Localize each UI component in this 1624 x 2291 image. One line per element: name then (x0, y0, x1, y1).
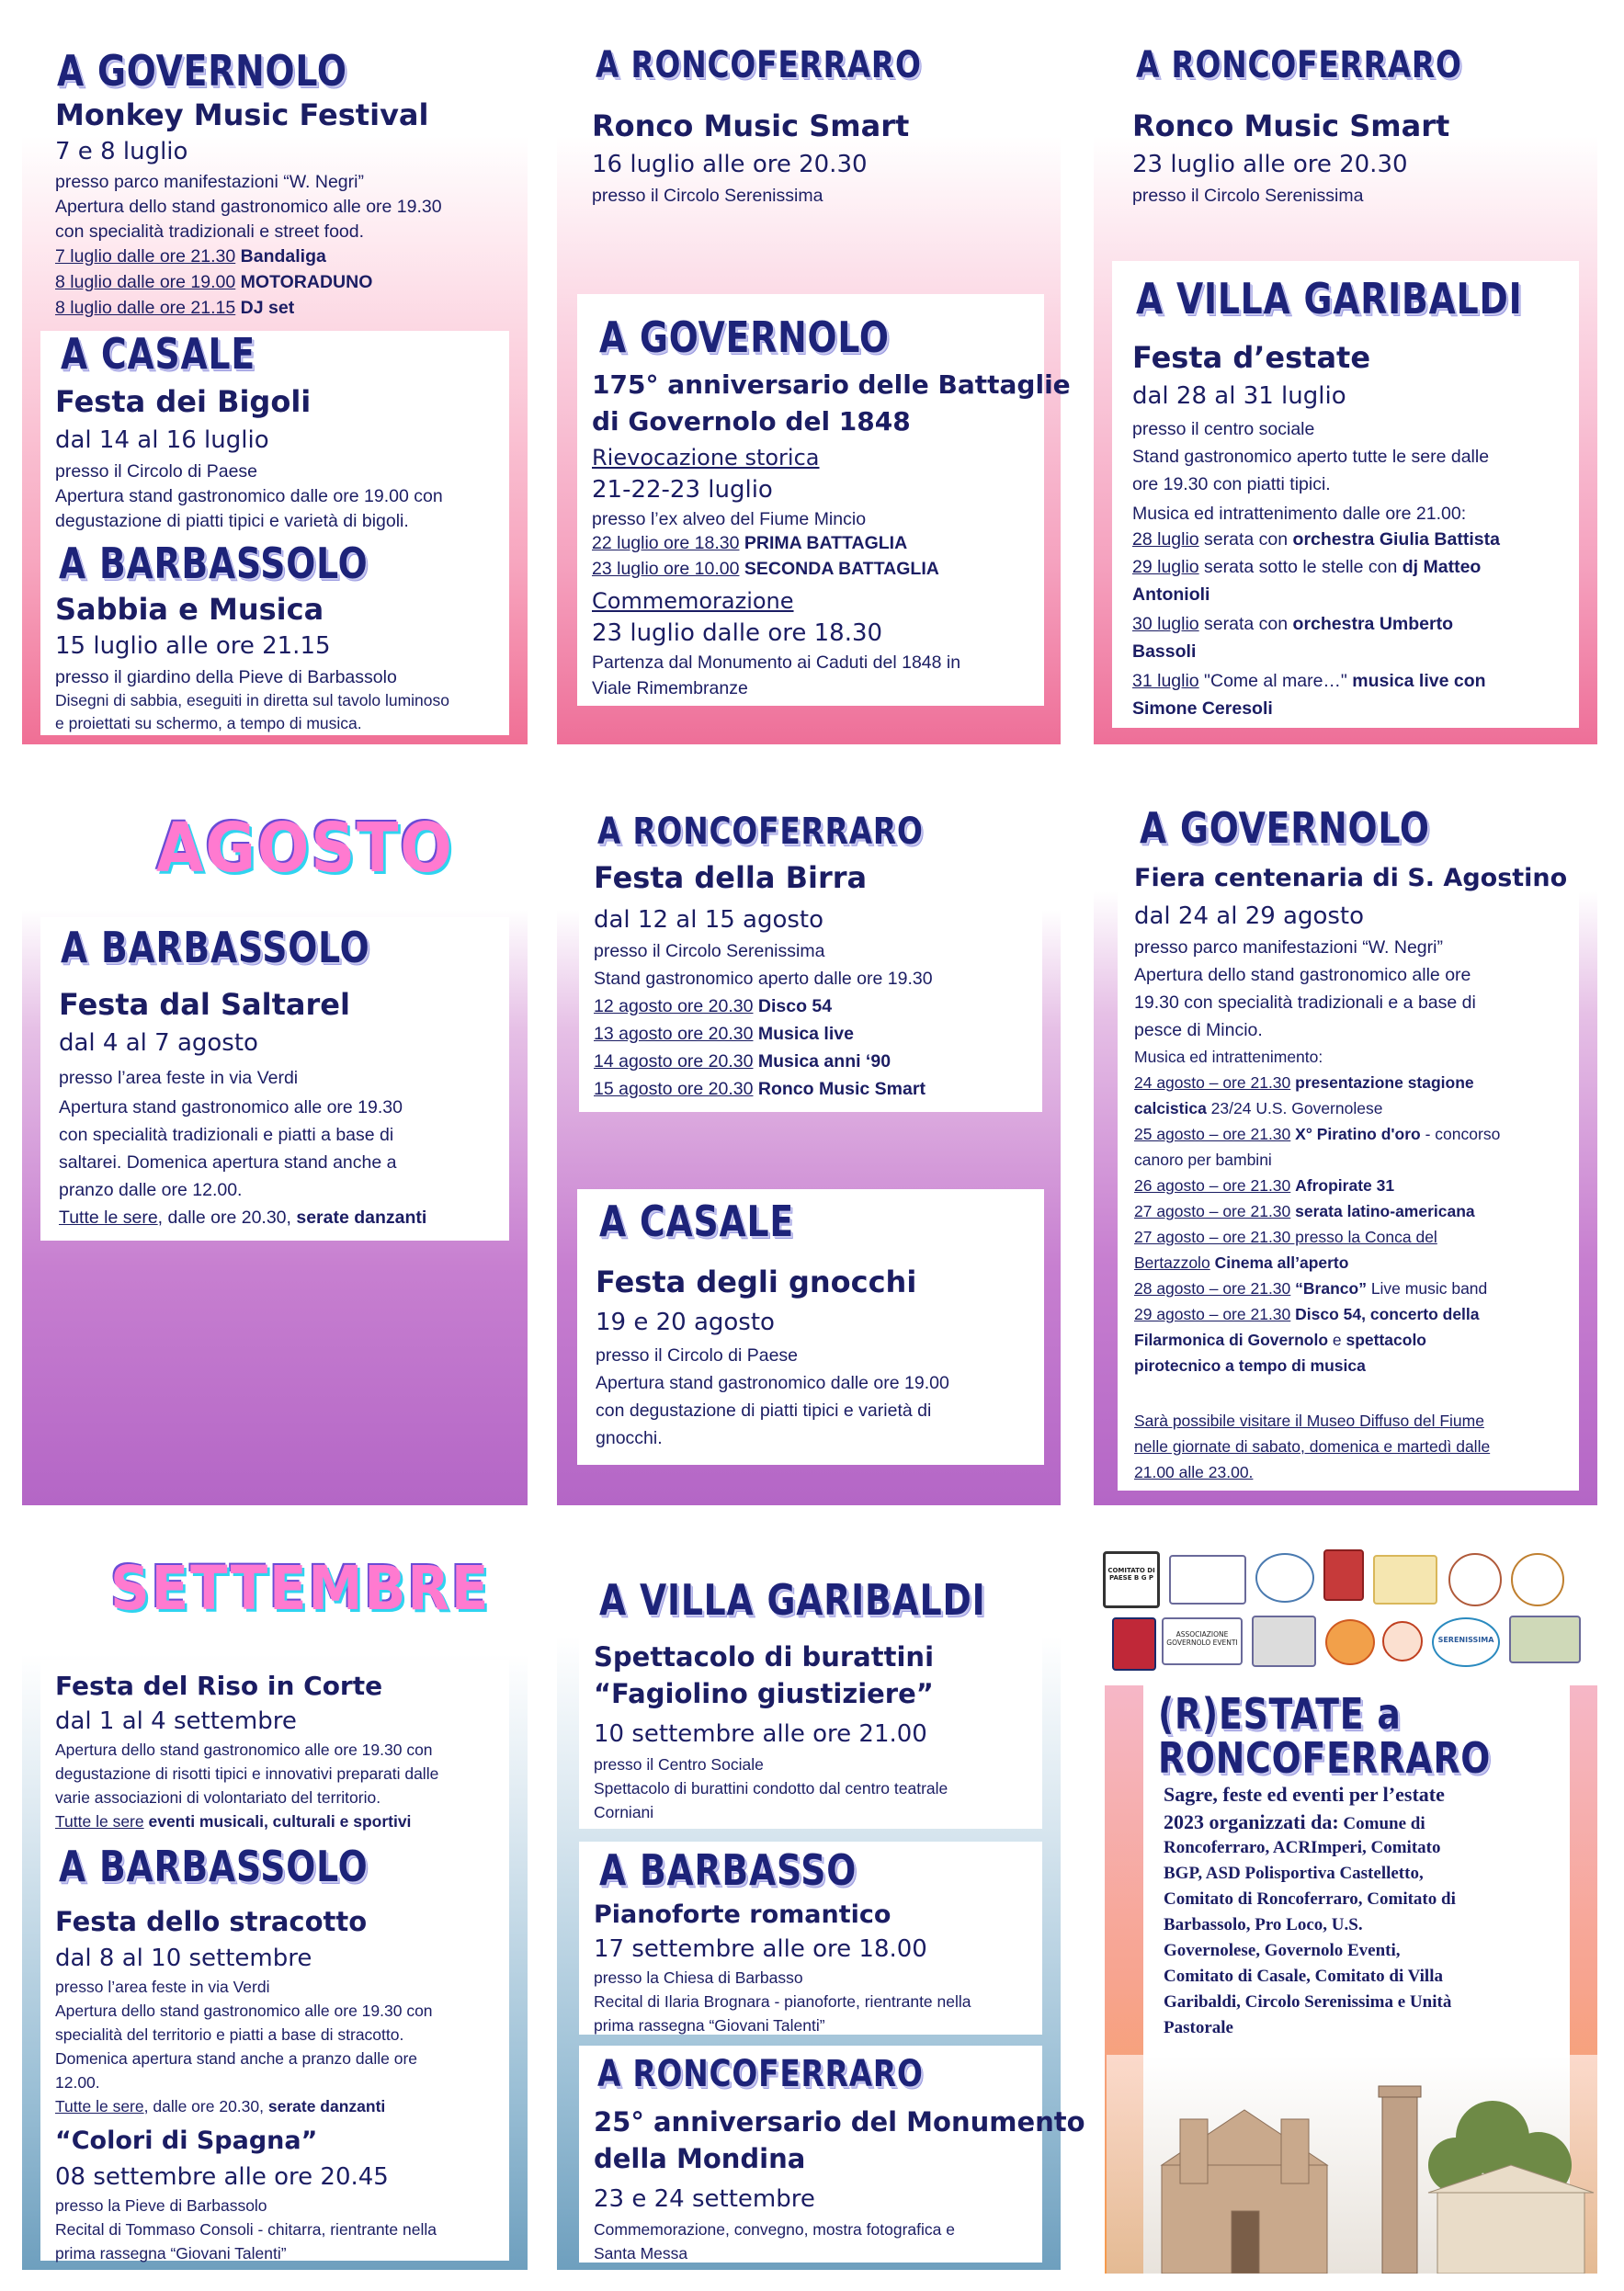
sponsor-logos (1099, 1533, 1596, 1671)
event-date: dal 12 al 15 agosto (594, 906, 824, 934)
event-line: Bassoli (1132, 641, 1197, 662)
event-text: Partenza dal Monumento ai Caduti del 1848 in (592, 652, 961, 673)
logo-text: SERENISSIMA (1437, 1636, 1494, 1644)
event-text: presso il Circolo Serenissima (594, 941, 825, 961)
event-title: Festa degli gnocchi (596, 1265, 917, 1299)
event-text: pranzo dalle ore 12.00. (59, 1180, 243, 1200)
event-text: Apertura stand gastronomico dalle ore 19.00 con (55, 486, 443, 506)
event-text: presso parco manifestazioni “W. Negri” (1134, 937, 1443, 958)
logo-olympic (1169, 1555, 1246, 1605)
event-line: calcistica 23/24 U.S. Governolese (1134, 1099, 1383, 1117)
event-line: pirotecnico a tempo di musica (1134, 1356, 1366, 1375)
event-line: 23 luglio ore 10.00 SECONDA BATTAGLIA (592, 559, 939, 579)
event-title: “Colori di Spagna” (55, 2127, 318, 2155)
event-title: Festa del Riso in Corte (55, 1671, 383, 1701)
event-text: con degustazione di piatti tipici e varietà di (596, 1401, 932, 1421)
heading-barbassolo: A BARBASSOLO (59, 1842, 369, 1891)
event-note: nelle giornate di sabato, domenica e martedì dalle (1134, 1437, 1491, 1456)
logo-circle-2 (1448, 1553, 1502, 1606)
event-date: 23 luglio alle ore 20.30 (1132, 151, 1408, 178)
event-text: Apertura dello stand gastronomico alle ore 19.30 con (55, 1741, 433, 1759)
event-date: 23 e 24 settembre (594, 2185, 815, 2213)
event-date: 17 settembre alle ore 18.00 (594, 1935, 927, 1963)
event-line: 13 agosto ore 20.30 Musica live (594, 1024, 854, 1044)
event-title: Spettacolo di burattini (594, 1641, 935, 1673)
intro-text: Comitato di Roncoferraro, Comitato di (1164, 1889, 1456, 1909)
logo-circle-1 (1255, 1553, 1314, 1603)
event-text: pesce di Mincio. (1134, 1020, 1263, 1040)
event-title: Ronco Music Smart (1132, 108, 1450, 143)
event-text: presso parco manifestazioni “W. Negri” (55, 172, 364, 192)
event-title: Festa della Birra (594, 860, 868, 895)
event-text: e proiettati su schermo, a tempo di musica. (55, 714, 362, 732)
logo-red-small (1382, 1621, 1423, 1662)
logo-comune-shield (1323, 1549, 1364, 1601)
logo-text: ASSOCIAZIONE GOVERNOLO EVENTI (1166, 1630, 1238, 1647)
event-text: specialità del territorio e piatti a base di stracotto. (55, 2025, 404, 2044)
event-line: Antonioli (1132, 584, 1210, 605)
event-line: 8 luglio dalle ore 21.15 DJ set (55, 298, 295, 318)
heading-roncoferraro-big: RONCOFERRARO (1158, 1733, 1492, 1783)
event-title: 25° anniversario del Monumento (594, 2106, 1085, 2138)
event-line: 25 agosto – ore 21.30 X° Piratino d'oro - concorso (1134, 1125, 1501, 1143)
intro-text: Governolese, Governolo Eventi, (1164, 1941, 1401, 1960)
event-line: 12 agosto ore 20.30 Disco 54 (594, 996, 833, 1016)
event-line: 31 luglio "Come al mare…" musica live con (1132, 671, 1486, 691)
event-text: Apertura stand gastronomico alle ore 19.30 (59, 1097, 403, 1117)
event-text: Stand gastronomico aperto tutte le sere dalle (1132, 447, 1490, 467)
event-text: Apertura stand gastronomico dalle ore 19.00 (596, 1373, 949, 1393)
event-text: Musica ed intrattenimento: (1134, 1048, 1323, 1066)
event-line: 22 luglio ore 18.30 PRIMA BATTAGLIA (592, 533, 908, 553)
heading-roncoferraro: A RONCOFERRARO (597, 811, 924, 853)
event-text: varie associazioni di volontariato del territorio. (55, 1788, 381, 1807)
church-icon (1162, 2110, 1327, 2274)
intro-text: Comitato di Casale, Comitato di Villa (1164, 1967, 1443, 1986)
logo-orange (1325, 1619, 1375, 1665)
church-illustration (1107, 2055, 1597, 2274)
event-text: prima rassegna “Giovani Talenti” (594, 2016, 825, 2035)
event-text: 12.00. (55, 2073, 100, 2092)
logo-circle-3 (1511, 1553, 1564, 1606)
intro-text: Garibaldi, Circolo Serenissima e Unità (1164, 1992, 1452, 2012)
heading-roncoferraro: A RONCOFERRARO (1136, 44, 1462, 86)
heading-restate: (R)ESTATE a (1158, 1689, 1402, 1739)
intro-text: Barbassolo, Pro Loco, U.S. (1164, 1915, 1363, 1934)
event-date: 08 settembre alle ore 20.45 (55, 2163, 389, 2191)
logo-photo (1509, 1616, 1581, 1663)
event-date: 19 e 20 agosto (596, 1309, 775, 1336)
event-line: 29 agosto – ore 21.30 Disco 54, concerto della (1134, 1305, 1480, 1323)
event-text: saltarei. Domenica apertura stand anche a (59, 1152, 397, 1173)
event-text: presso l’area feste in via Verdi (55, 1978, 270, 1996)
event-text: Domenica apertura stand anche a pranzo dalle ore (55, 2049, 417, 2068)
event-text: presso il Circolo Serenissima (1132, 186, 1364, 206)
event-text: presso il centro sociale (1132, 419, 1315, 439)
event-date: dal 24 al 29 agosto (1134, 902, 1365, 930)
event-note: 21.00 alle 23.00. (1134, 1463, 1254, 1481)
event-text: Disegni di sabbia, eseguiti in diretta sul tavolo luminoso (55, 691, 449, 709)
event-line: Tutte le sere, dalle ore 20.30, serate danzanti (59, 1208, 427, 1228)
event-text: presso il Circolo di Paese (55, 461, 258, 482)
event-line: Tutte le sere eventi musicali, culturali e sportivi (55, 1812, 412, 1831)
event-text: Musica ed intrattenimento dalle ore 21.00: (1132, 504, 1467, 524)
event-line: 29 luglio serata sotto le stelle con dj Matteo (1132, 557, 1482, 577)
event-title: Festa d’estate (1132, 340, 1371, 375)
event-line: 14 agosto ore 20.30 Musica anni ‘90 (594, 1051, 891, 1072)
event-text: degustazione di piatti tipici e varietà di bigoli. (55, 511, 409, 531)
event-line: 24 agosto – ore 21.30 presentazione stagione (1134, 1073, 1474, 1092)
event-line: 15 agosto ore 20.30 Ronco Music Smart (594, 1079, 926, 1099)
logo-serenissima (1432, 1617, 1500, 1667)
event-text: Santa Messa (594, 2244, 688, 2263)
event-text: Viale Rimembranze (592, 678, 748, 698)
heading-barbassolo: A BARBASSOLO (61, 923, 370, 972)
event-text: presso la Chiesa di Barbasso (594, 1968, 803, 1987)
month-title-settembre: SETTEMBRE (110, 1553, 491, 1624)
event-line: 7 luglio dalle ore 21.30 Bandaliga (55, 246, 326, 267)
event-text: Apertura dello stand gastronomico alle ore 19.30 (55, 197, 442, 217)
heading-governolo: A GOVERNOLO (599, 312, 890, 362)
event-line: Simone Ceresoli (1132, 698, 1273, 719)
month-title-agosto: AGOSTO (156, 809, 454, 888)
logo-governolo-eventi (1162, 1617, 1243, 1665)
event-title: Festa dello stracotto (55, 1906, 368, 1937)
event-text: Apertura dello stand gastronomico alle ore (1134, 965, 1471, 985)
event-text: presso la Pieve di Barbassolo (55, 2196, 267, 2215)
event-line: Bertazzolo Cinema all’aperto (1134, 1253, 1349, 1272)
event-date: 21-22-23 luglio (592, 476, 773, 504)
event-line: 28 luglio serata con orchestra Giulia Battista (1132, 529, 1500, 550)
heading-villa-garibaldi: A VILLA GARIBALDI (1136, 274, 1523, 323)
event-line: 27 agosto – ore 21.30 presso la Conca del (1134, 1228, 1437, 1246)
event-date: 16 luglio alle ore 20.30 (592, 151, 868, 178)
event-line: 28 agosto – ore 21.30 “Branco” Live music band (1134, 1279, 1488, 1298)
event-date: dal 8 al 10 settembre (55, 1945, 312, 1972)
heading-casale: A CASALE (61, 329, 256, 379)
event-text: presso il Circolo di Paese (596, 1345, 799, 1366)
logo-shield-red (1112, 1617, 1156, 1671)
event-note: Sarà possibile visitare il Museo Diffuso del Fiume (1134, 1412, 1484, 1430)
intro-text: Pastorale (1164, 2018, 1233, 2037)
event-date: 7 e 8 luglio (55, 138, 188, 165)
heading-governolo: A GOVERNOLO (1140, 803, 1430, 853)
event-text: ore 19.30 con piatti tipici. (1132, 474, 1331, 494)
event-title: Sabbia e Musica (55, 592, 324, 627)
event-text: Recital di Tommaso Consoli - chitarra, rientrante nella (55, 2220, 437, 2239)
heading-villa-garibaldi: A VILLA GARIBALDI (599, 1575, 986, 1625)
event-title: Pianoforte romantico (594, 1900, 891, 1929)
event-line: canoro per bambini (1134, 1151, 1272, 1169)
heading-barbasso: A BARBASSO (599, 1845, 857, 1895)
event-title: di Governolo del 1848 (592, 406, 911, 437)
heading-roncoferraro: A RONCOFERRARO (597, 2053, 924, 2095)
event-title: Ronco Music Smart (592, 108, 910, 143)
event-text: 19.30 con specialità tradizionali e a base di (1134, 992, 1476, 1013)
event-line: Tutte le sere, dalle ore 20.30, serate danzanti (55, 2097, 386, 2115)
heading-roncoferraro: A RONCOFERRARO (596, 44, 922, 86)
section-label: Rievocazione storica (592, 445, 820, 471)
event-text: presso l’area feste in via Verdi (59, 1068, 299, 1088)
event-date: dal 1 al 4 settembre (55, 1707, 297, 1735)
event-line: 26 agosto – ore 21.30 Afropirate 31 (1134, 1176, 1395, 1195)
intro-text: Roncoferraro, ACRImperi, Comitato (1164, 1838, 1441, 1857)
event-text: Commemorazione, convegno, mostra fotografica e (594, 2220, 955, 2239)
heading-casale: A CASALE (599, 1197, 794, 1246)
tower-icon (1379, 2086, 1421, 2274)
event-text: prima rassegna “Giovani Talenti” (55, 2244, 287, 2263)
event-text: Corniani (594, 1803, 654, 1821)
event-title: “Fagiolino giustiziere” (594, 1678, 934, 1709)
intro-text: Sagre, feste ed eventi per l’estate (1164, 1783, 1445, 1806)
event-text: Stand gastronomico aperto dalle ore 19.30 (594, 969, 933, 989)
event-date: dal 28 al 31 luglio (1132, 382, 1346, 410)
heading-governolo: A GOVERNOLO (57, 46, 347, 96)
event-date: 15 luglio alle ore 21.15 (55, 632, 331, 660)
event-date: dal 4 al 7 agosto (59, 1029, 258, 1057)
event-date: 23 luglio dalle ore 18.30 (592, 619, 883, 647)
event-title: Monkey Music Festival (55, 97, 429, 132)
event-text: presso il giardino della Pieve di Barbassolo (55, 667, 397, 687)
event-text: gnocchi. (596, 1428, 663, 1448)
event-line: Filarmonica di Governolo e spettacolo (1134, 1331, 1427, 1349)
event-text: con specialità tradizionali e street food. (55, 221, 365, 242)
logo-imperi (1373, 1555, 1437, 1605)
event-text: presso il Centro Sociale (594, 1755, 764, 1774)
heading-barbassolo: A BARBASSOLO (59, 539, 369, 588)
intro-text: 2023 organizzati da: Comune di (1164, 1810, 1425, 1833)
event-title: Fiera centenaria di S. Agostino (1134, 864, 1568, 892)
event-date: 10 settembre alle ore 21.00 (594, 1720, 927, 1748)
event-line: 30 luglio serata con orchestra Umberto (1132, 614, 1453, 634)
event-text: con specialità tradizionali e piatti a base di (59, 1125, 394, 1145)
event-date: dal 14 al 16 luglio (55, 426, 269, 454)
logo-text: COMITATO DI PAESE B G P (1107, 1567, 1155, 1582)
event-text: Spettacolo di burattini condotto dal centro teatrale (594, 1779, 948, 1798)
intro-text: BGP, ASD Polisportiva Castelletto, (1164, 1864, 1424, 1883)
logo-comitato-bgp (1103, 1551, 1160, 1608)
logo-church (1252, 1616, 1316, 1667)
event-text: Recital di Ilaria Brognara - pianoforte, rientrante nella (594, 1992, 971, 2011)
section-label: Commemorazione (592, 588, 794, 614)
event-title: Festa dal Saltarel (59, 987, 350, 1022)
event-text: presso l’ex alveo del Fiume Mincio (592, 509, 867, 529)
event-text: Apertura dello stand gastronomico alle ore 19.30 con (55, 2002, 433, 2020)
event-title: 175° anniversario delle Battaglie (592, 369, 1071, 400)
event-title: Festa dei Bigoli (55, 384, 312, 419)
event-text: presso il Circolo Serenissima (592, 186, 823, 206)
event-text: degustazione di risotti tipici e innovativi preparati dalle (55, 1764, 439, 1783)
event-line: 8 luglio dalle ore 19.00 MOTORADUNO (55, 272, 373, 292)
event-line: 27 agosto – ore 21.30 serata latino-americana (1134, 1202, 1475, 1220)
event-title: della Mondina (594, 2143, 806, 2174)
